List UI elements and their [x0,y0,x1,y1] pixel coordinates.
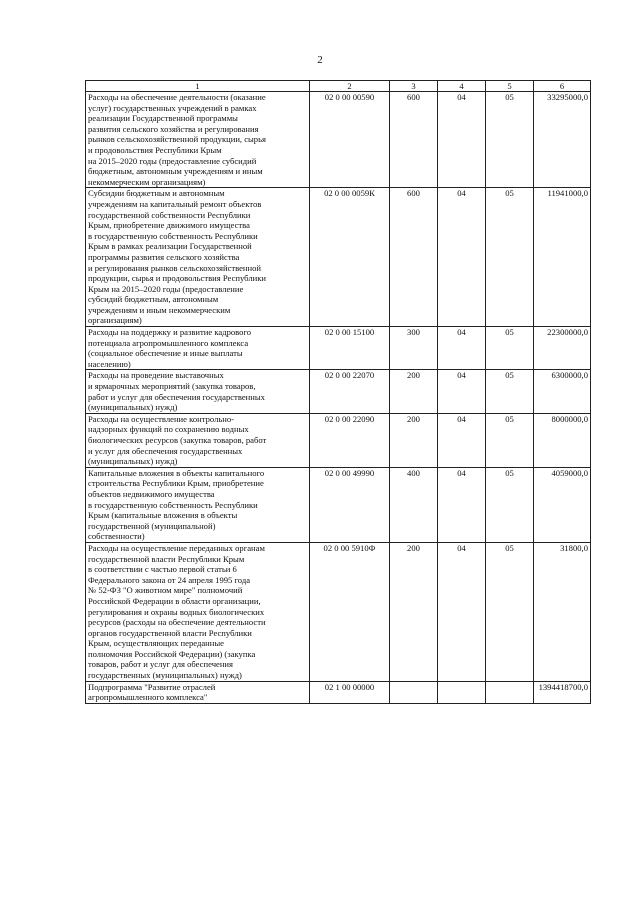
target-article-code: 02 0 00 5910Ф [310,542,390,681]
target-article-code: 02 0 00 22070 [310,370,390,413]
table-row [86,542,591,681]
row-description: Расходы на осуществление контрольно- надзорных функций по сохранению водных биологических ресурсов (закупка товаров, работ и услуг для обеспечения государственных (муниципальных) нужд) [86,413,310,467]
target-article-code: 02 0 00 22090 [310,413,390,467]
expense-type-code: 600 [390,92,438,188]
table-row [86,467,591,542]
header-cell: 1 [86,81,310,92]
row-description: Капитальные вложения в объекты капитального строительства Республики Крым, приобретение объектов недвижимого имущества в государственную собственность Республики Крым (капитальные вложения в объекты государственной (муниципальной) собственности) [86,467,310,542]
amount: 4059000,0 [534,467,591,542]
section-code: 04 [438,188,486,327]
header-cell: 2 [310,81,390,92]
target-article-code: 02 1 00 00000 [310,681,390,703]
amount: 11941000,0 [534,188,591,327]
header-cell: 5 [486,81,534,92]
page-number: 2 [317,54,323,66]
section-code [438,681,486,703]
amount: 33295000,0 [534,92,591,188]
header-cell: 6 [534,81,591,92]
subsection-code: 05 [486,188,534,327]
table-row [86,327,591,370]
row-description: Субсидии бюджетным и автономным учреждениям на капитальный ремонт объектов государственной собственности Республики Крым, приобретение движимого имущества в государственную собственность Республики Крым в рамках реализации Государственной программы развития сельского хозяйства и регулирования рынков сельскохозяйственной продукции, сырья и продовольствия Республики Крым на 2015–2020 годы (предоставление субсидий бюджетным, автономным учреждениям и иным некоммерческим организациям) [86,188,310,327]
header-row [86,81,591,92]
header-cell: 3 [390,81,438,92]
expense-type-code: 400 [390,467,438,542]
target-article-code: 02 0 00 15100 [310,327,390,370]
table-row [86,681,591,703]
table-row [86,92,591,188]
expense-type-code: 200 [390,542,438,681]
row-description: Расходы на проведение выставочных и ярмарочных мероприятий (закупка товаров, работ и услуг для обеспечения государственных (муниципальных) нужд) [86,370,310,413]
target-article-code: 02 0 00 00590 [310,92,390,188]
expense-type-code [390,681,438,703]
section-code: 04 [438,327,486,370]
table-row [86,413,591,467]
subsection-code: 05 [486,542,534,681]
subsection-code: 05 [486,370,534,413]
amount: 1394418700,0 [534,681,591,703]
section-code: 04 [438,413,486,467]
row-description: Расходы на поддержку и развитие кадрового потенциала агропромышленного комплекса (социальное обеспечение и иные выплаты населению) [86,327,310,370]
section-code: 04 [438,92,486,188]
subsection-code [486,681,534,703]
amount: 8000000,0 [534,413,591,467]
subsection-code: 05 [486,467,534,542]
expense-type-code: 600 [390,188,438,327]
subsection-code: 05 [486,413,534,467]
target-article-code: 02 0 00 49990 [310,467,390,542]
budget-table [85,80,591,704]
table-row [86,188,591,327]
expense-type-code: 200 [390,370,438,413]
header-cell: 4 [438,81,486,92]
subsection-code: 05 [486,92,534,188]
row-description: Расходы на обеспечение деятельности (оказание услуг) государственных учреждений в рамках реализации Государственной программы развития сельского хозяйства и регулирования рынков сельскохозяйственной продукции, сырья и продовольствия Республики Крым на 2015–2020 годы (предоставление субсидий бюджетным, автономным учреждениям и иным некоммерческим организациям) [86,92,310,188]
section-code: 04 [438,370,486,413]
row-description: Расходы на осуществление переданных органам государственной власти Республики Крым в соответствии с частью первой статьи 6 Федерального закона от 24 апреля 1995 года № 52-ФЗ "О животном мире" полномочий Российской Федерации в области организации, регулирования и охраны водных биологических ресурсов (расходы на обеспечение деятельности органов государственной власти Республики Крым, осуществляющих переданные полномочия Российской Федерации) (закупка товаров, работ и услуг для обеспечения государственных (муниципальных) нужд) [86,542,310,681]
section-code: 04 [438,467,486,542]
expense-type-code: 300 [390,327,438,370]
target-article-code: 02 0 00 0059К [310,188,390,327]
row-description: Подпрограмма "Развитие отраслей агропромышленного комплекса" [86,681,310,703]
section-code: 04 [438,542,486,681]
table-row [86,370,591,413]
amount: 31800,0 [534,542,591,681]
amount: 6300000,0 [534,370,591,413]
subsection-code: 05 [486,327,534,370]
amount: 22300000,0 [534,327,591,370]
expense-type-code: 200 [390,413,438,467]
